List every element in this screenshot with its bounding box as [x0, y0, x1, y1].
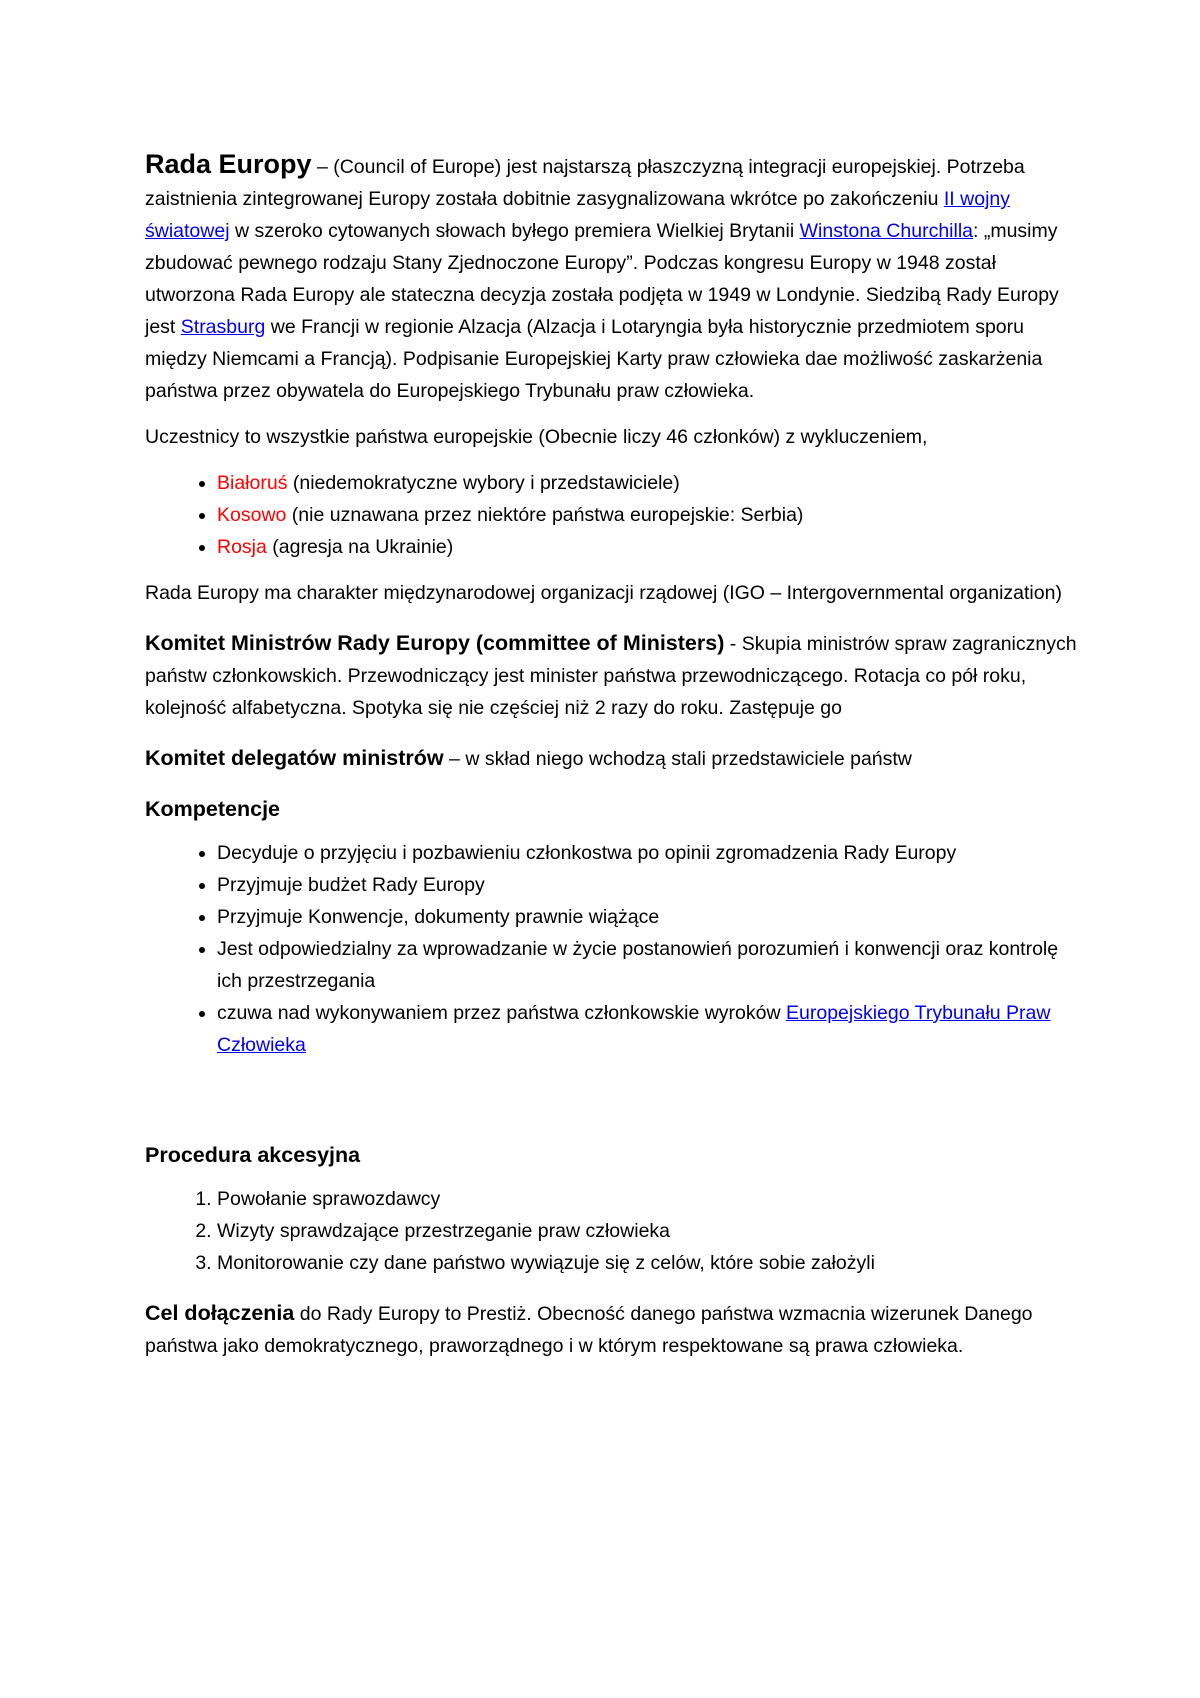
list-item: • Jest odpowiedzialny za wprowadzanie w życie postanowień porozumień i konwencji oraz kontrolę ich przestrzegania	[217, 933, 1085, 997]
character-paragraph: Rada Europy ma charakter międzynarodowej organizacji rządowej (IGO – Intergovernmental organization)	[145, 582, 1062, 604]
country-reason: (agresja na Ukrainie)	[266, 536, 454, 558]
link-churchill[interactable]: Winstona Churchilla	[799, 220, 974, 242]
list-item	[217, 467, 1085, 499]
committee-heading: Komitet Ministrów Rady Europy (committee of Ministers)	[145, 631, 725, 655]
goal-paragraph	[145, 1297, 1085, 1362]
list-item	[217, 531, 1085, 563]
intro-paragraph	[145, 148, 1085, 407]
delegates-heading: Komitet delegatów ministrów	[145, 746, 444, 770]
delegates-paragraph	[145, 742, 1085, 775]
competences-list	[145, 837, 1085, 1061]
list-item: 3. Monitorowanie czy dane państwo wywiązuje się z celów, które sobie założyli	[217, 1247, 1085, 1279]
list-item	[217, 499, 1085, 531]
delegates-text: – w skład niego wchodzą stali przedstawiciele państw	[443, 748, 912, 770]
goal-text: do Rady Europy to Prestiż. Obecność danego państwa wzmacnia wizerunek Danego państwa jako demokratycznego, praworządnego i w którym respektowane są prawa człowieka.	[145, 1303, 1033, 1357]
accession-heading: Procedura akcesyjna	[145, 1143, 361, 1167]
list-item: 2. Wizyty sprawdzające przestrzeganie praw człowieka	[217, 1215, 1085, 1247]
intro-text-1: – (Council of Europe) jest najstarszą płaszczyzną integracji europejskiej. Potrzeba zaistnienia zintegrowanej Europy została dobitnie zasygnalizowana wkrótce po zakończeniu	[145, 156, 1025, 210]
committee-text: - Skupia ministrów spraw zagranicznych państw członkowskich. Przewodniczący jest minister państwa przewodniczącego. Rotacja co pół roku, kolejność alfabetyczna. Spotyka się nie częściej niż 2 razy do roku. Zastępuje go	[145, 633, 1077, 719]
committee-paragraph	[145, 627, 1085, 724]
country-name: Kosowo	[217, 504, 287, 526]
accession-steps-list	[145, 1183, 1085, 1279]
country-name: Białoruś	[217, 472, 288, 494]
members-paragraph: Uczestnicy to wszystkie państwa europejskie (Obecnie liczy 46 członków) z wykluczeniem,	[145, 426, 928, 448]
country-reason: (niedemokratyczne wybory i przedstawiciele)	[287, 472, 680, 494]
spacer	[145, 1075, 1085, 1121]
intro-text-2: w szeroko cytowanych słowach byłego premiera Wielkiej Brytanii	[229, 220, 800, 242]
country-reason: (nie uznawana przez niektóre państwa europejskie: Serbia)	[286, 504, 804, 526]
list-item: • Przyjmuje budżet Rady Europy	[217, 869, 1085, 901]
document-page	[145, 148, 1085, 1376]
link-ww2[interactable]: II wojny światowej	[145, 188, 1010, 242]
goal-heading: Cel dołączenia	[145, 1301, 295, 1325]
intro-text-4: we Francji w regionie Alzacja (Alzacja i Lotaryngia była historycznie przedmiotem sporu między Niemcami a Francją). Podpisanie Europejskiej Karty praw człowieka dae możliwość zaskarżenia państwa przez obywatela do Europejskiego Trybunału praw człowieka.	[145, 316, 1043, 402]
document-title: Rada Europy	[145, 149, 312, 179]
list-item: • Decyduje o przyjęciu i pozbawieniu członkostwa po opinii zgromadzenia Rady Europy	[217, 837, 1085, 869]
link-strasburg[interactable]: Strasburg	[180, 316, 266, 338]
competence-last-text: czuwa nad wykonywaniem przez państwa członkowskie wyroków	[217, 1002, 786, 1024]
excluded-countries-list	[145, 467, 1085, 563]
competences-heading: Kompetencje	[145, 797, 281, 821]
list-item: • Przyjmuje Konwencje, dokumenty prawnie wiążące	[217, 901, 1085, 933]
list-item: 1. Powołanie sprawozdawcy	[217, 1183, 1085, 1215]
country-name: Rosja	[217, 536, 267, 558]
link-echr[interactable]: Europejskiego Trybunału Praw Człowieka	[217, 1002, 1051, 1056]
list-item	[217, 997, 1085, 1061]
intro-text-3: : „musimy zbudować pewnego rodzaju Stany Zjednoczone Europy”. Podczas kongresu Europy w 1948 został utworzona Rada Europy ale stateczna decyzja została podjęta w 1949 w Londynie. Siedzibą Rady Europy jest	[145, 220, 1059, 338]
